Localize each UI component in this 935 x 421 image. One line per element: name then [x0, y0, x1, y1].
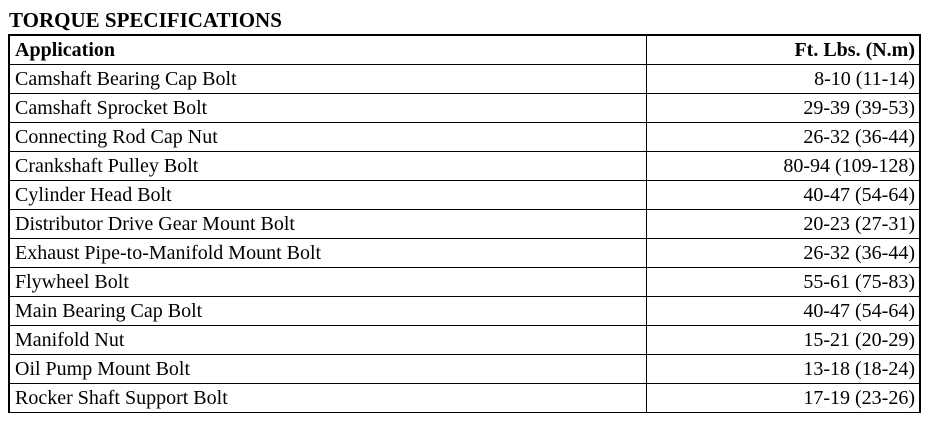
torque-specifications-table [8, 34, 921, 413]
torque-value-cell: 40-47 (54-64) [646, 181, 920, 210]
table-row [9, 355, 920, 384]
table-row [9, 268, 920, 297]
table-row [9, 123, 920, 152]
torque-value-cell: 17-19 (23-26) [646, 384, 920, 413]
application-cell: Manifold Nut [9, 326, 646, 355]
table-row [9, 210, 920, 239]
torque-value-cell: 40-47 (54-64) [646, 297, 920, 326]
torque-value-cell: 15-21 (20-29) [646, 326, 920, 355]
torque-value-cell: 20-23 (27-31) [646, 210, 920, 239]
application-cell: Distributor Drive Gear Mount Bolt [9, 210, 646, 239]
torque-value-cell: 26-32 (36-44) [646, 239, 920, 268]
column-header-application: Application [9, 35, 646, 65]
application-cell: Crankshaft Pulley Bolt [9, 152, 646, 181]
table-row [9, 239, 920, 268]
torque-value-cell: 13-18 (18-24) [646, 355, 920, 384]
application-cell: Oil Pump Mount Bolt [9, 355, 646, 384]
application-cell: Flywheel Bolt [9, 268, 646, 297]
torque-value-cell: 8-10 (11-14) [646, 65, 920, 94]
table-row [9, 297, 920, 326]
table-row [9, 94, 920, 123]
table-header-row [9, 35, 920, 65]
application-cell: Connecting Rod Cap Nut [9, 123, 646, 152]
torque-value-cell: 29-39 (39-53) [646, 94, 920, 123]
torque-value-cell: 55-61 (75-83) [646, 268, 920, 297]
table-row [9, 384, 920, 413]
torque-value-cell: 80-94 (109-128) [646, 152, 920, 181]
column-header-torque-value: Ft. Lbs. (N.m) [646, 35, 920, 65]
application-cell: Camshaft Sprocket Bolt [9, 94, 646, 123]
page-title: TORQUE SPECIFICATIONS [9, 8, 282, 32]
application-cell: Main Bearing Cap Bolt [9, 297, 646, 326]
application-cell: Exhaust Pipe-to-Manifold Mount Bolt [9, 239, 646, 268]
table-row [9, 65, 920, 94]
table-row [9, 181, 920, 210]
table-row [9, 152, 920, 181]
application-cell: Cylinder Head Bolt [9, 181, 646, 210]
torque-value-cell: 26-32 (36-44) [646, 123, 920, 152]
table-row [9, 326, 920, 355]
application-cell: Camshaft Bearing Cap Bolt [9, 65, 646, 94]
application-cell: Rocker Shaft Support Bolt [9, 384, 646, 413]
